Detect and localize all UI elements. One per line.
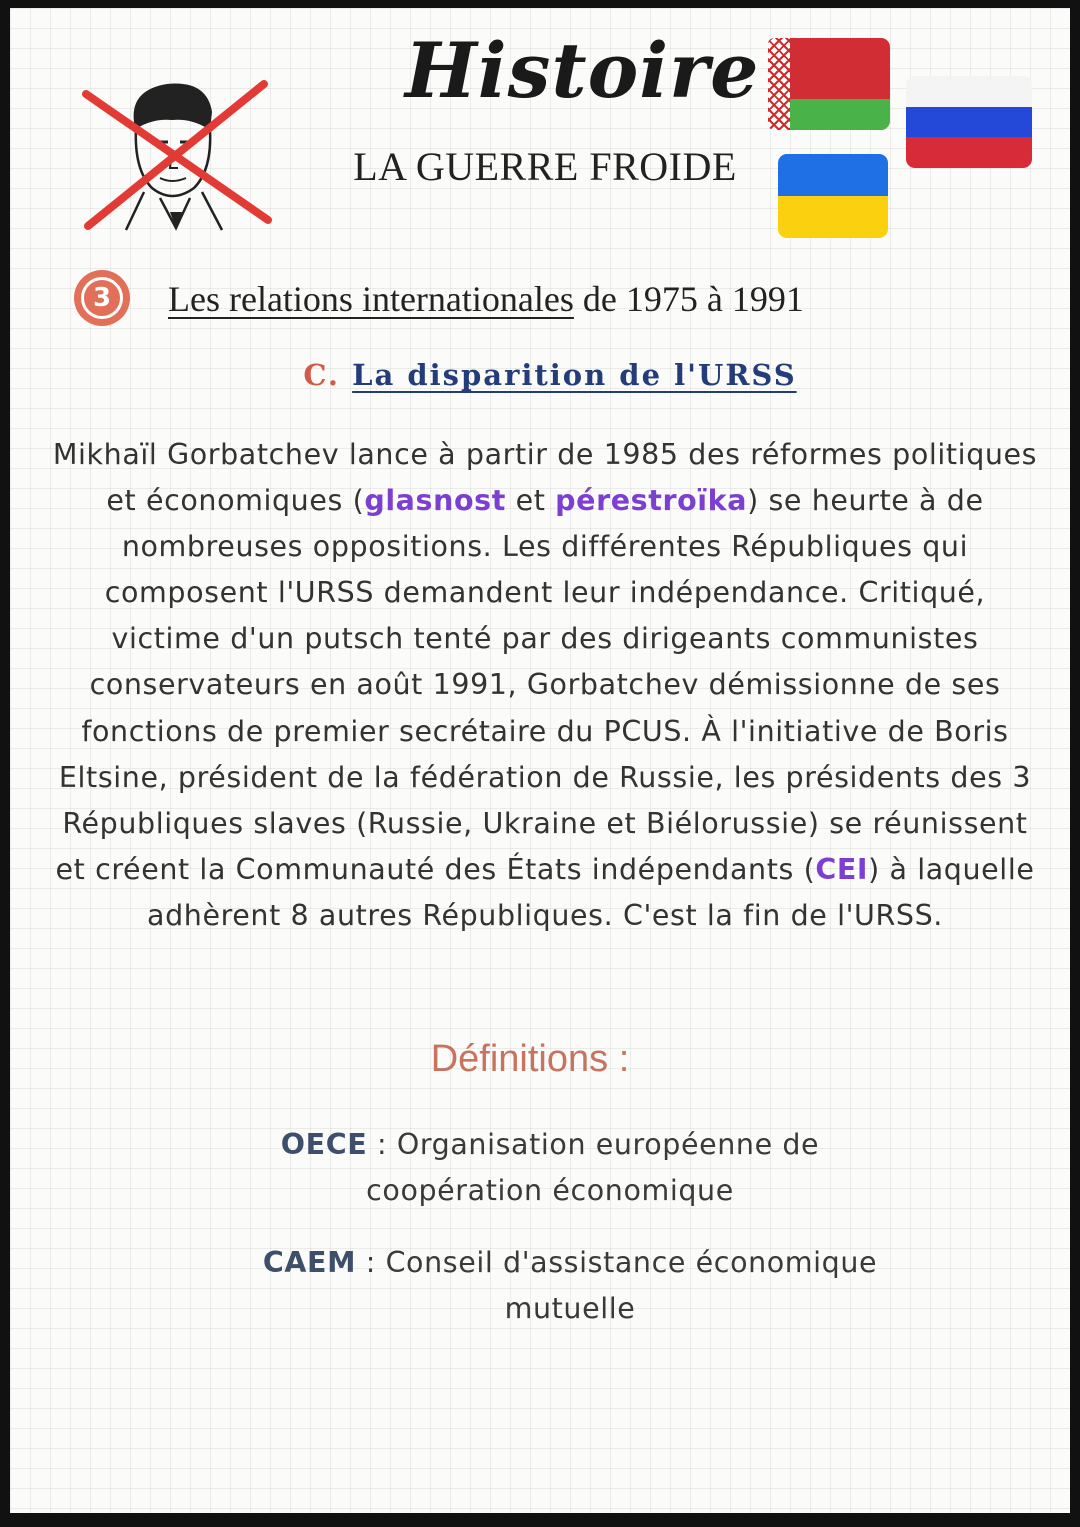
section-title-dates: de 1975 à 1991 (573, 279, 804, 319)
notebook-page (10, 8, 1070, 1513)
section-number: 3 (81, 277, 123, 319)
section-number-badge (74, 270, 130, 326)
definitions-heading: Définitions : (430, 1038, 630, 1080)
definition-item (220, 1122, 880, 1214)
belarus-flag-icon (768, 38, 890, 130)
russia-flag-icon (906, 76, 1032, 168)
definition-separator: : (356, 1246, 386, 1279)
subsection-title: La disparition de l'URSS (352, 358, 797, 392)
section-title (168, 278, 948, 320)
definition-term: CAEM (262, 1246, 357, 1279)
body-text-part: Mikhaïl Gorbatchev lance à partir de 1985 des réformes politiques et économiques ( (52, 438, 1038, 518)
definition-item (200, 1240, 940, 1332)
crossed-out-portrait-icon (72, 70, 282, 240)
definition-text: Organisation européenne de coopération économique (366, 1128, 820, 1207)
body-paragraph (50, 432, 1040, 939)
keyword-cei: CEI (815, 852, 869, 886)
page-title: Histoire (405, 26, 760, 115)
definition-text: Conseil d'assistance économique mutuelle (385, 1246, 878, 1325)
keyword-glasnost: glasnost (364, 484, 506, 518)
definition-separator: : (367, 1128, 397, 1161)
definition-term: OECE (280, 1128, 368, 1161)
section-title-underlined: Les relations internationales (168, 279, 574, 319)
keyword-perestroika: pérestroïka (555, 484, 748, 518)
body-text-part: ) à laquelle adhèrent 8 autres Républiques. C'est la fin de l'URSS. (147, 852, 1035, 932)
flag-ornament (768, 38, 790, 130)
body-text-part: et (505, 484, 556, 518)
subsection-letter: C. (303, 358, 340, 392)
ukraine-flag-icon (778, 154, 888, 238)
page-subtitle: LA GUERRE FROIDE (353, 144, 737, 189)
body-text-part: ) se heurte à de nombreuses oppositions. Les différentes Républiques qui composent l'URSS demandent leur indépendance. Critiqué, victime d'un putsch tenté par des dirigeants communistes conservateurs en août 1991, Gorbatchev démissionne de ses fonctions de premier secrétaire du PCUS. À l'initiative de Boris Eltsine, président de la fédération de Russie, les présidents des 3 Républiques slaves (Russie, Ukraine et Biélorussie) se réunissent et créent la Communauté des États indépendants ( (55, 484, 1032, 886)
subsection-heading (210, 358, 890, 392)
